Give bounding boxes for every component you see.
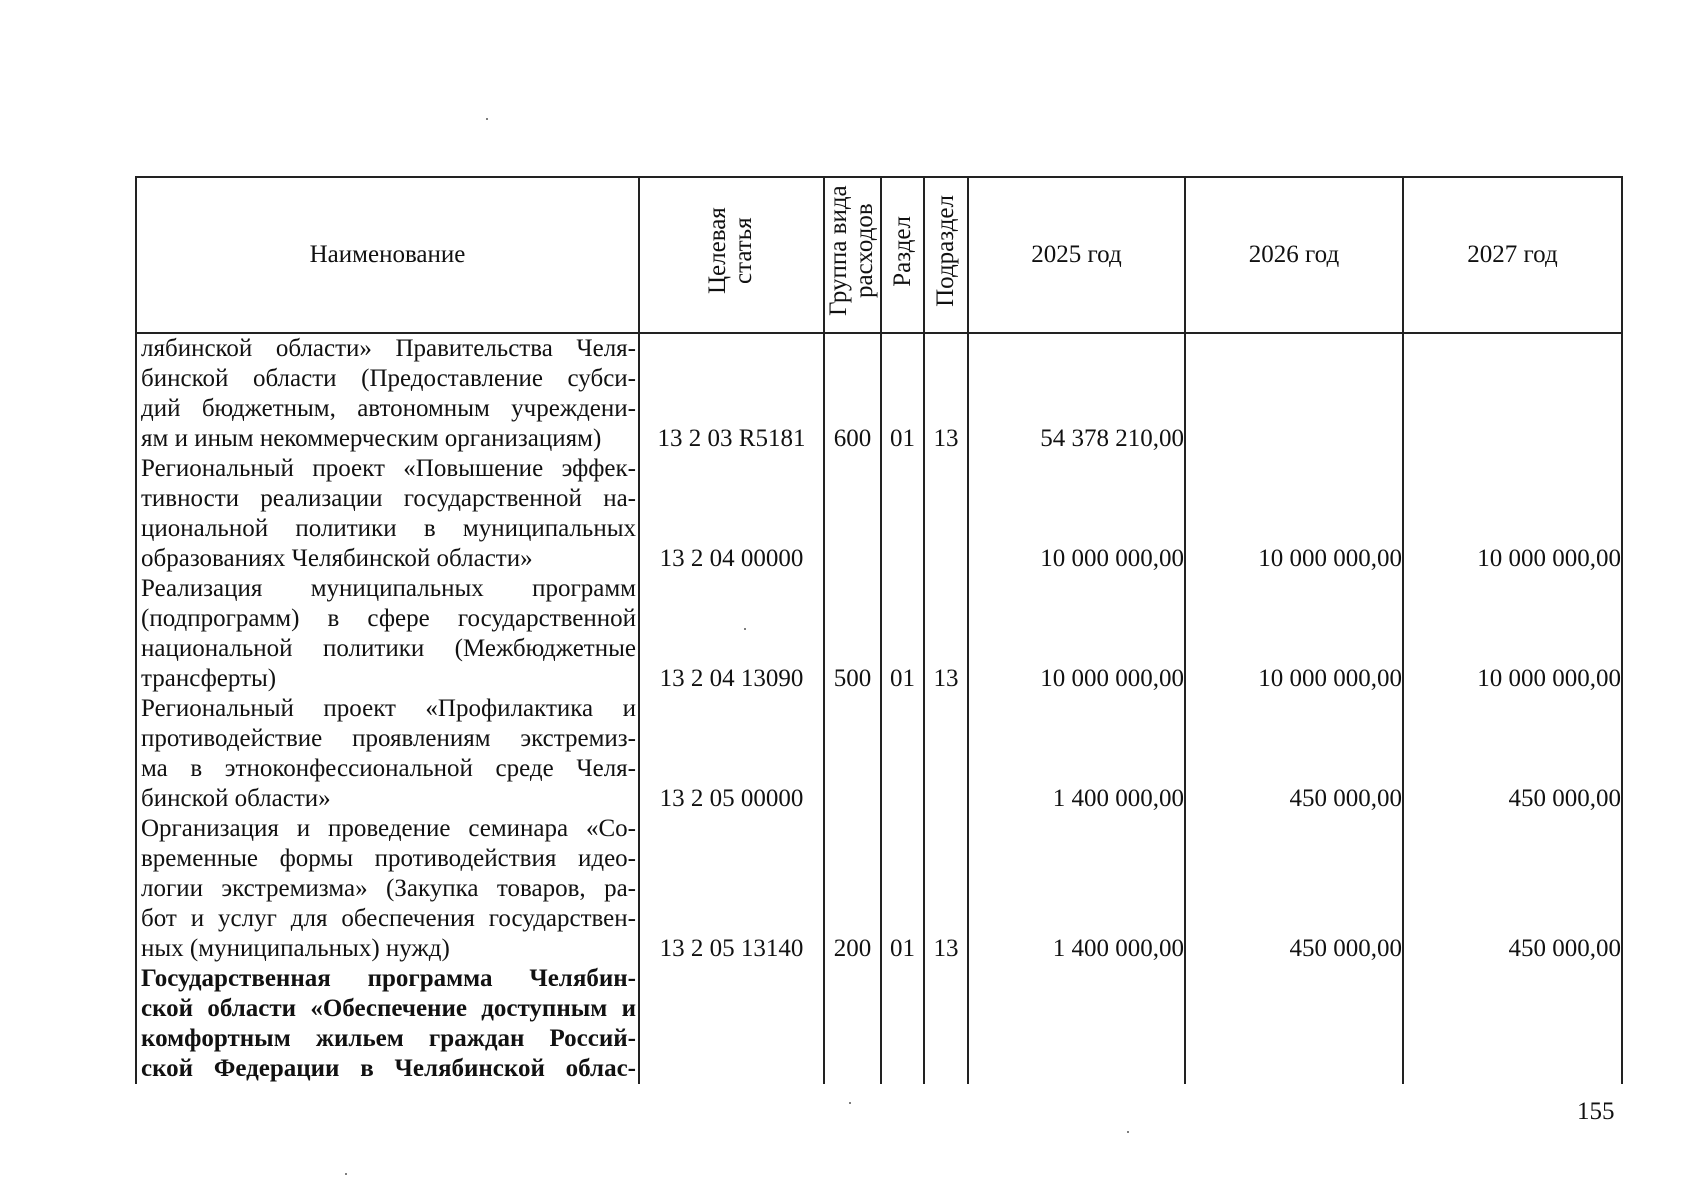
row-name-line: ской области «Обеспечение доступным и: [141, 995, 636, 1022]
row-section: 01: [881, 814, 924, 964]
row-name-line: бинской области (Предоставление субси-: [141, 365, 636, 392]
row-amount-2027: [1403, 964, 1622, 1084]
row-amount-2026: [1185, 333, 1403, 454]
table-header: [136, 177, 1622, 333]
row-subsection: [924, 964, 968, 1084]
row-amount-2027: 10 000 000,00: [1403, 454, 1622, 574]
row-amount-2027: [1403, 333, 1622, 454]
row-amount-2025: 54 378 210,00: [968, 333, 1185, 454]
row-expense-group: [824, 964, 881, 1084]
header-year-2025: 2025 год: [968, 177, 1185, 333]
row-name-line: логии экстремизма» (Закупка товаров, ра-: [141, 875, 636, 902]
budget-table: [135, 176, 1623, 1084]
row-name-line: Организация и проведение семинара «Со-: [141, 815, 636, 842]
row-name-line: национальной политики (Межбюджетные: [141, 635, 636, 662]
row-target-article: 13 2 05 13140: [639, 814, 824, 964]
row-amount-2027: 450 000,00: [1403, 814, 1622, 964]
row-expense-group: 500: [824, 574, 881, 694]
row-amount-2027: 10 000 000,00: [1403, 574, 1622, 694]
header-name: Наименование: [136, 177, 639, 333]
table-row: [136, 454, 1622, 574]
row-name-line: дий бюджетным, автономным учреждени-: [141, 395, 636, 422]
row-name: [136, 964, 639, 1084]
row-amount-2026: 450 000,00: [1185, 814, 1403, 964]
row-name-line: Региональный проект «Профилактика и: [141, 695, 636, 722]
row-name: [136, 574, 639, 694]
row-subsection: [924, 694, 968, 814]
row-subsection: 13: [924, 574, 968, 694]
row-amount-2027: 450 000,00: [1403, 694, 1622, 814]
header-year-2026: 2026 год: [1185, 177, 1403, 333]
row-amount-2026: 450 000,00: [1185, 694, 1403, 814]
row-name-line: ской Федерации в Челябинской облас-: [141, 1055, 636, 1082]
row-name-line: бот и услуг для обеспечения государствен-: [141, 905, 636, 932]
row-target-article: 13 2 03 R5181: [639, 333, 824, 454]
row-target-article: 13 2 04 00000: [639, 454, 824, 574]
table-row: [136, 333, 1622, 454]
row-section: 01: [881, 333, 924, 454]
scan-speck: [345, 1173, 347, 1175]
header-section: Раздел: [881, 177, 924, 333]
table-row: [136, 694, 1622, 814]
row-amount-2026: [1185, 964, 1403, 1084]
row-target-article: 13 2 05 00000: [639, 694, 824, 814]
header-expense-group: Группа вида расходов: [824, 177, 881, 333]
row-subsection: 13: [924, 814, 968, 964]
row-name-line: ям и иным некоммерческим организациям): [141, 425, 602, 452]
row-section: [881, 454, 924, 574]
row-amount-2025: 10 000 000,00: [968, 574, 1185, 694]
scan-speck: [744, 628, 746, 630]
row-name-line: ма в этноконфессиональной среде Челя-: [141, 755, 636, 782]
row-amount-2025: [968, 964, 1185, 1084]
header-target-article: Целевая статья: [639, 177, 824, 333]
row-subsection: [924, 454, 968, 574]
row-amount-2025: 10 000 000,00: [968, 454, 1185, 574]
row-amount-2025: 1 400 000,00: [968, 694, 1185, 814]
row-target-article: [639, 964, 824, 1084]
scan-speck: [849, 1102, 851, 1104]
table-body: [136, 333, 1622, 1084]
row-section: [881, 964, 924, 1084]
table-row: [136, 964, 1622, 1084]
page-number: 155: [1577, 1098, 1615, 1125]
row-name: [136, 814, 639, 964]
row-name-line: образованиях Челябинской области»: [141, 545, 533, 572]
scan-speck: [1127, 1131, 1129, 1133]
row-amount-2026: 10 000 000,00: [1185, 574, 1403, 694]
row-expense-group: 200: [824, 814, 881, 964]
row-name-line: трансферты): [141, 665, 277, 692]
row-amount-2026: 10 000 000,00: [1185, 454, 1403, 574]
row-amount-2025: 1 400 000,00: [968, 814, 1185, 964]
row-expense-group: [824, 694, 881, 814]
row-name: [136, 454, 639, 574]
row-name-line: бинской области»: [141, 785, 331, 812]
row-expense-group: 600: [824, 333, 881, 454]
row-name-line: (подпрограмм) в сфере государственной: [141, 605, 636, 632]
row-name-line: циональной политики в муниципальных: [141, 515, 636, 542]
header-year-2027: 2027 год: [1403, 177, 1622, 333]
table-row: [136, 814, 1622, 964]
row-section: 01: [881, 574, 924, 694]
scan-speck: [486, 118, 488, 120]
row-target-article: 13 2 04 13090: [639, 574, 824, 694]
row-section: [881, 694, 924, 814]
row-name: [136, 333, 639, 454]
row-name-line: противодействие проявлениям экстремиз-: [141, 725, 636, 752]
row-expense-group: [824, 454, 881, 574]
row-name-line: ных (муниципальных) нужд): [141, 935, 450, 962]
row-name-line: временные формы противодействия идео-: [141, 845, 636, 872]
header-subsection: Подраздел: [924, 177, 968, 333]
row-name-line: Государственная программа Челябин-: [141, 965, 636, 992]
row-name-line: тивности реализации государственной на-: [141, 485, 636, 512]
row-name-line: комфортным жильем граждан Россий-: [141, 1025, 636, 1052]
row-name-line: лябинской области» Правительства Челя-: [141, 335, 636, 362]
row-name-line: Региональный проект «Повышение эффек-: [141, 455, 636, 482]
table-row: [136, 574, 1622, 694]
row-name: [136, 694, 639, 814]
row-name-line: Реализация муниципальных программ: [141, 575, 636, 602]
row-subsection: 13: [924, 333, 968, 454]
